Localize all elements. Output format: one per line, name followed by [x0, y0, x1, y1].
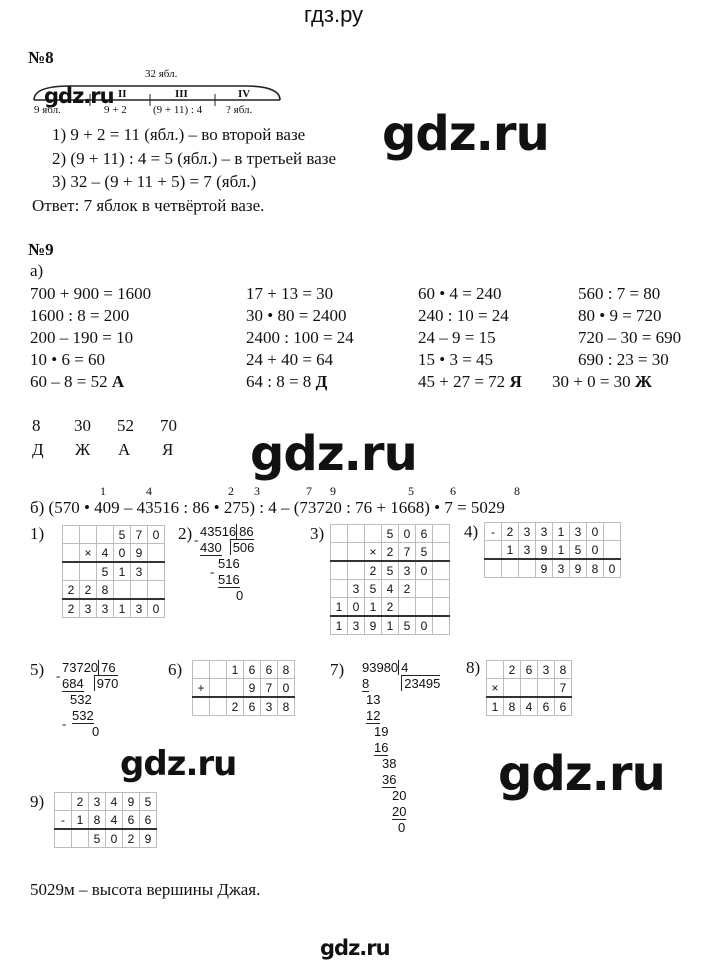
- calc-label-8: 8): [466, 658, 481, 677]
- minus-sign: -: [194, 532, 199, 547]
- below-4: ? ябл.: [226, 104, 253, 116]
- calc-label-6: 6): [168, 660, 183, 679]
- part-a-label: а): [30, 261, 44, 280]
- calc7-division: 93980 4 8 23495 13 12 19 16 38 36 20 20 0: [362, 660, 441, 835]
- task9-title: №9: [28, 240, 54, 259]
- calc5-division: 73720 76 684 970 532 532 0: [62, 660, 119, 739]
- code-letter-3: А: [118, 440, 131, 459]
- calc9-grid: 2 3 4 9 5 - 1 8 4 6 6 5 0 2 9: [54, 792, 157, 848]
- minus-sign: -: [56, 668, 61, 683]
- calc-label-2: 2): [178, 524, 193, 543]
- calc-label-7: 7): [330, 660, 345, 679]
- code-num-4: 70: [160, 416, 177, 435]
- segment-iii: III: [175, 88, 188, 100]
- task8-step-2: 2) (9 + 11) : 4 = 5 (ябл.) – в третьей вазе: [52, 149, 336, 168]
- site-header: гдз.ру: [304, 2, 364, 27]
- code-letter-1: Д: [32, 440, 44, 459]
- order-digit: 7: [306, 484, 312, 498]
- column-4: 560 : 7 = 80 80 • 9 = 720 720 – 30 = 690 690 : 23 = 30 30 + 0 = 30 Ж: [552, 284, 682, 391]
- calc6-grid: 1 6 6 8 + 9 7 0 2 6 3 8: [192, 660, 295, 716]
- code-num-3: 52: [117, 416, 134, 435]
- diagram-total: 32 ябл.: [145, 68, 178, 80]
- segment-iv: IV: [238, 88, 251, 100]
- part-b-expression: б) (570 • 409 – 43516 : 86 • 275) : 4 – (73720 : 76 + 1668) • 7 = 5029: [30, 498, 505, 517]
- order-digit: 3: [254, 484, 260, 498]
- watermark-4: gdz.ru: [498, 746, 665, 802]
- calc4-grid: - 2 3 3 1 3 0 1 3 9 1 5 0 9 3 9 8 0: [484, 522, 621, 578]
- calc1-grid: 5 7 0 × 4 0 9 5 1 3 2 2 8 2 3 3 1 3 0: [62, 525, 165, 618]
- task8-step-1: 1) 9 + 2 = 11 (ябл.) – во второй вазе: [52, 125, 306, 144]
- calc-label-9: 9): [30, 792, 45, 811]
- below-1: 9 ябл.: [34, 104, 61, 116]
- below-3: (9 + 11) : 4: [153, 104, 203, 116]
- conclusion: 5029м – высота вершины Джая.: [30, 880, 261, 899]
- calc3-grid: 5 0 6 × 2 7 5 2 5 3 0 3 5 4 2 1 0 1 2 1 3 9 1 5 0: [330, 524, 450, 635]
- watermark-footer: gdz.ru: [320, 936, 390, 960]
- order-digit: 8: [514, 484, 520, 498]
- code-num-1: 8: [32, 416, 41, 435]
- task8-step-3: 3) 32 – (9 + 11 + 5) = 7 (ябл.): [52, 172, 257, 191]
- code-letter-4: Я: [162, 440, 174, 459]
- column-3: 60 • 4 = 240 240 : 10 = 24 24 – 9 = 15 15 • 3 = 45 45 + 27 = 72 Я: [418, 284, 522, 391]
- code-letter-2: Ж: [75, 440, 91, 459]
- order-digit: 5: [408, 484, 414, 498]
- minus-sign: -: [210, 564, 215, 579]
- code-num-2: 30: [74, 416, 91, 435]
- task8-answer: Ответ: 7 яблок в четвёртой вазе.: [32, 196, 265, 215]
- calc-label-3: 3): [310, 524, 325, 543]
- minus-sign: -: [62, 716, 67, 731]
- watermark-1: gdz.ru: [382, 106, 549, 162]
- calc8-grid: 2 6 3 8 × 7 1 8 4 6 6: [486, 660, 572, 716]
- calc2-division: 43516 86 430 506 516 516 0: [200, 524, 255, 603]
- order-digit: 4: [146, 484, 152, 498]
- watermark-3: gdz.ru: [120, 744, 237, 784]
- calc-label-5: 5): [30, 660, 45, 679]
- watermark-2: gdz.ru: [250, 426, 417, 482]
- order-digit: 9: [330, 484, 336, 498]
- watermark-small: gdz.ru: [44, 84, 114, 108]
- calc-label-4: 4): [464, 522, 479, 541]
- segment-ii: II: [118, 88, 127, 100]
- order-digit: 2: [228, 484, 234, 498]
- column-2: 17 + 13 = 30 30 • 80 = 2400 2400 : 100 = 24 24 + 40 = 64 64 : 8 = 8 Д: [246, 284, 354, 391]
- order-digit: 6: [450, 484, 456, 498]
- order-digit: 1: [100, 484, 106, 498]
- below-2: 9 + 2: [104, 104, 127, 116]
- column-1: 700 + 900 = 1600 1600 : 8 = 200 200 – 190 = 10 10 • 6 = 60 60 – 8 = 52 А: [30, 284, 152, 391]
- calc-label-1: 1): [30, 524, 45, 543]
- task8-title: №8: [28, 48, 54, 67]
